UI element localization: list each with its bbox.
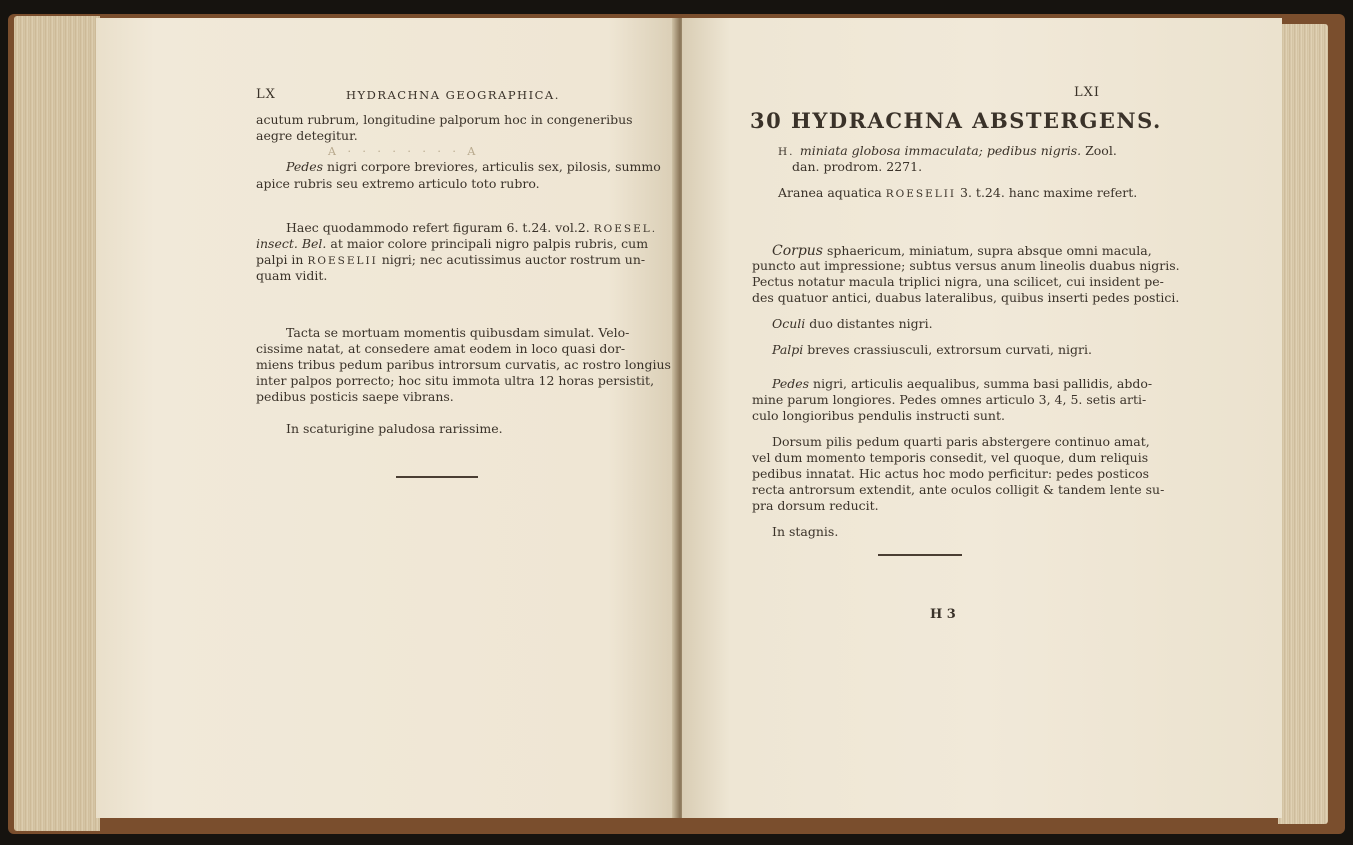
text-line: pra dorsum reducit. xyxy=(752,498,879,513)
corpus-label: Corpus xyxy=(772,243,823,259)
end-rule xyxy=(396,476,478,478)
text-span: 3. t.24. hanc maxime refert. xyxy=(956,185,1138,200)
text-line: In scaturigine paludosa rarissime. xyxy=(286,421,503,436)
text-span: palpi in xyxy=(256,252,308,267)
pedes-label: Pedes xyxy=(772,376,810,391)
text-line: inter palpos porrecto; hoc situ immota ultra 12 horas persistit, xyxy=(256,373,655,388)
text-line: puncto aut impressione; subtus versus anum lineolis duabus nigris. xyxy=(752,258,1180,273)
text-line xyxy=(256,238,648,251)
author-name: ROESEL. xyxy=(593,223,658,235)
author-name: ROESELII xyxy=(885,188,957,200)
running-head: HYDRACHNA GEOGRAPHICA. xyxy=(346,88,560,102)
text-line xyxy=(286,222,657,235)
palpi-label: Palpi xyxy=(772,342,804,357)
text-line: pedibus innatat. Hic actus hoc modo perficitur: pedes posticos xyxy=(752,466,1150,481)
text-line xyxy=(772,318,933,331)
text-line xyxy=(256,254,645,267)
text-line: dan. prodrom. 2271. xyxy=(792,159,923,174)
text-line xyxy=(772,378,1152,391)
citation: insect. Bel. xyxy=(256,236,327,251)
text-line: Dorsum pilis pedum quarti paris abstergere continuo amat, xyxy=(772,434,1150,449)
text-span: Aranea aquatica xyxy=(778,185,886,200)
author-name: ROESELII xyxy=(307,255,378,267)
text-line: des quatuor antici, duabus lateralibus, quibus inserti pedes postici. xyxy=(752,290,1180,305)
text-line: apice rubris seu extremo articulo toto rubro. xyxy=(256,176,540,191)
page-number: LX xyxy=(256,87,276,102)
text-line: pedibus posticis saepe vibrans. xyxy=(256,389,454,404)
left-page-edges xyxy=(14,16,100,831)
text-line xyxy=(778,187,1137,200)
species-title: 30 HYDRACHNA ABSTERGENS. xyxy=(750,108,1162,133)
text-span: breves crassiusculi, extrorsum curvati, nigri. xyxy=(803,342,1092,357)
text-line: Tacta se mortuam momentis quibusdam simulat. Velo- xyxy=(286,325,630,340)
page-number: LXI xyxy=(1074,85,1101,100)
diagnosis: miniata globosa immaculata; pedibus nigris. xyxy=(799,143,1082,158)
text-line: acutum rubrum, longitudine palporum hoc in congeneribus xyxy=(256,112,633,127)
genus-abbrev: H. xyxy=(778,146,800,158)
oculi-label: Oculi xyxy=(772,316,806,331)
text-line: Pectus notatur macula triplici nigra, una scilicet, cui insident pe- xyxy=(752,274,1164,289)
paragraph-pedes xyxy=(286,161,661,174)
end-rule xyxy=(878,554,962,556)
text-line: cissime natat, at consedere amat eodem in loco quasi dor- xyxy=(256,341,626,356)
text-line: nigri corpore breviores, articulis sex, pilosis, summo xyxy=(323,159,661,174)
pedes-label: Pedes xyxy=(286,159,324,174)
text-span: at maior colore principali nigro palpis rubris, cum xyxy=(326,236,649,251)
faint-ornament: A · · · · · · · · A xyxy=(328,145,480,158)
left-page xyxy=(96,18,678,818)
text-line xyxy=(772,344,1092,357)
text-line: culo longioribus pendulis instructi sunt. xyxy=(752,408,1005,423)
text-span: nigri; nec acutissimus auctor rostrum un- xyxy=(377,252,646,267)
right-page xyxy=(682,18,1282,818)
text-line xyxy=(772,244,1152,258)
text-line: miens tribus pedum paribus introrsum curvatis, ac rostro longius xyxy=(256,357,671,372)
text-line xyxy=(778,145,1117,158)
right-page-edges xyxy=(1278,24,1328,824)
text-line: recta antrorsum extendit, ante oculos colligit & tandem lente su- xyxy=(752,482,1165,497)
text-line: vel dum momento temporis consedit, vel quoque, dum reliquis xyxy=(752,450,1149,465)
text-span: Haec quodammodo refert figuram 6. t.24. vol.2. xyxy=(286,220,594,235)
text-line: quam vidit. xyxy=(256,268,328,283)
text-line: In stagnis. xyxy=(772,524,839,539)
text-line: mine parum longiores. Pedes omnes articulo 3, 4, 5. setis arti- xyxy=(752,392,1147,407)
text-line: aegre detegitur. xyxy=(256,128,358,143)
text-span: nigri, articulis aequalibus, summa basi pallidis, abdo- xyxy=(809,376,1153,391)
text-span: sphaericum, miniatum, supra absque omni macula, xyxy=(823,243,1152,258)
text-span: Zool. xyxy=(1081,143,1117,158)
signature-mark: H 3 xyxy=(930,607,956,622)
text-span: duo distantes nigri. xyxy=(805,316,933,331)
